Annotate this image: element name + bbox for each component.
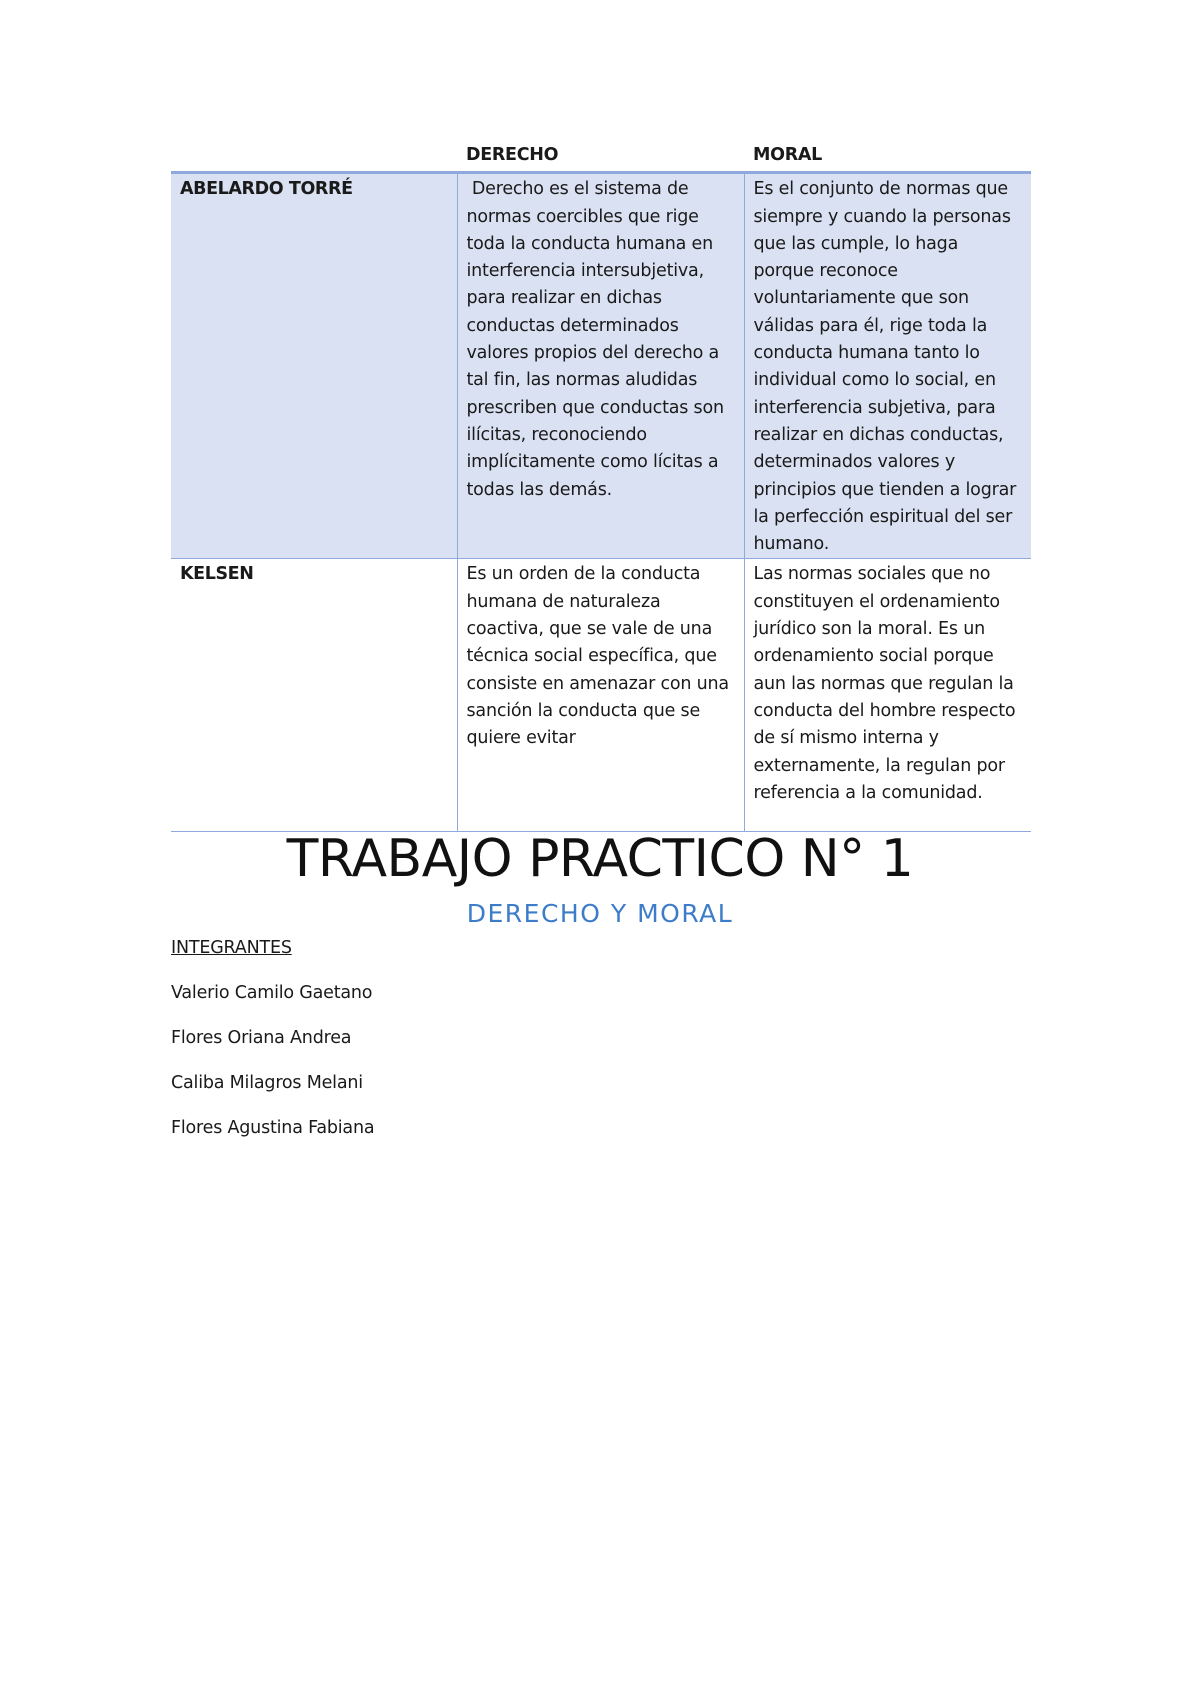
list-item: Flores Agustina Fabiana [171, 1118, 375, 1138]
header-empty [171, 142, 457, 173]
table-row [171, 173, 1031, 559]
header-moral: MORAL [744, 142, 1031, 173]
header-derecho: DERECHO [457, 142, 744, 173]
comparison-table [171, 142, 1031, 832]
members-list [171, 980, 771, 1142]
list-item: Caliba Milagros Melani [171, 1073, 363, 1093]
table-row [171, 559, 1031, 832]
derecho-cell: Derecho es el sistema de normas coercibles que rige toda la conducta humana en interferencia intersubjetiva, para realizar en dichas conductas determinados valores propios del derecho a tal fin, las normas aludidas prescriben que conductas son ilícitas, reconociendo implícitamente como lícitas a todas las demás. [457, 173, 744, 559]
moral-cell: Es el conjunto de normas que siempre y cuando la personas que las cumple, lo haga porque reconoce voluntariamente que son válidas para él, rige toda la conducta humana tanto lo individual como lo social, en interferencia subjetiva, para realizar en dichas conductas, determinados valores y principios que tienden a lograr la perfección espiritual del ser humano. [744, 173, 1031, 559]
author-cell: KELSEN [171, 559, 457, 832]
members-heading: INTEGRANTES [171, 938, 292, 958]
list-item: Flores Oriana Andrea [171, 1028, 352, 1048]
document-subtitle: DERECHO Y MORAL [466, 899, 734, 928]
document-title: TRABAJO PRACTICO N° 1 [286, 829, 914, 889]
table-header-row [171, 142, 1031, 173]
derecho-cell: Es un orden de la conducta humana de naturaleza coactiva, que se vale de una técnica social específica, que consiste en amenazar con una sanción la conducta que se quiere evitar [457, 559, 744, 832]
moral-cell: Las normas sociales que no constituyen el ordenamiento jurídico son la moral. Es un ordenamiento social porque aun las normas que regulan la conducta del hombre respecto de sí mismo interna y externamente, la regulan por referencia a la comunidad. [744, 559, 1031, 832]
members-section [171, 935, 771, 1160]
author-cell: ABELARDO TORRÉ [171, 173, 457, 559]
list-item: Valerio Camilo Gaetano [171, 983, 373, 1003]
